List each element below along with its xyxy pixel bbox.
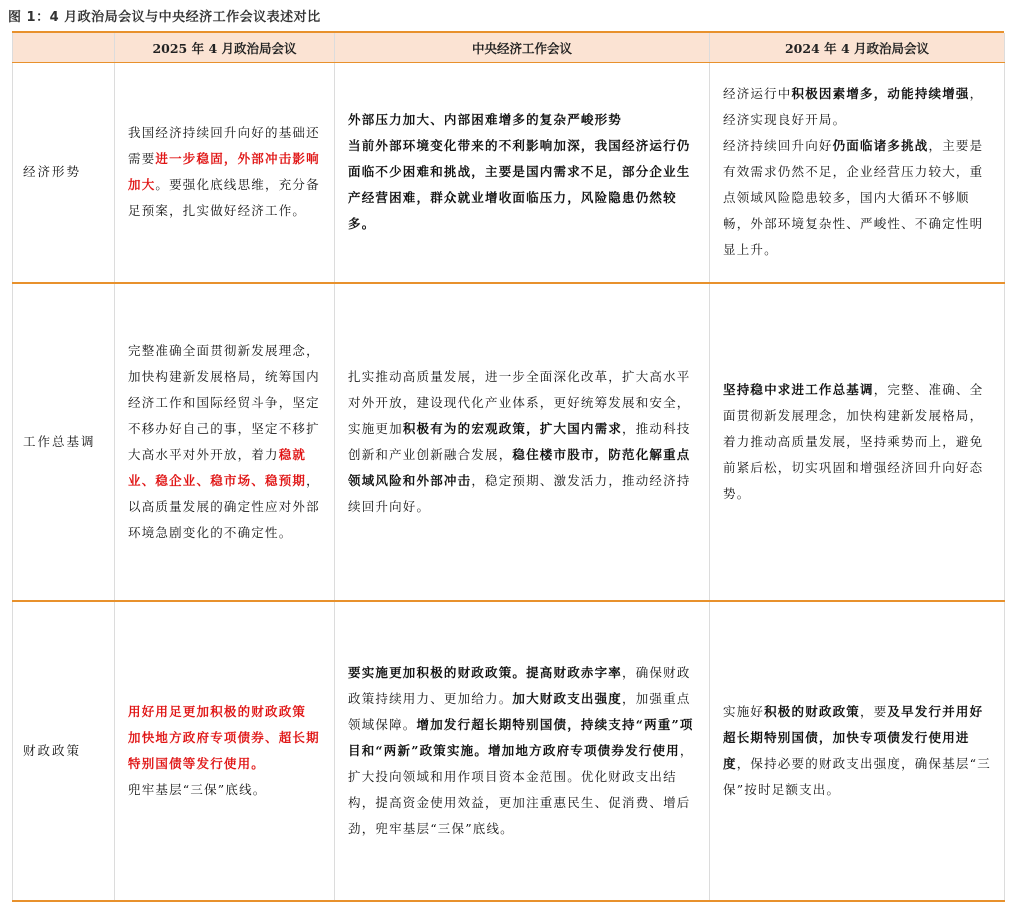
header-2025-april: 2025 年 4 月政治局会议	[115, 33, 335, 63]
text: 完整准确全面贯彻新发展理念，加快构建新发展格局，统筹国内经济工作和国际经贸斗争，坚定不移办好自己的事，坚定不移扩大高水平对外开放，着力	[128, 342, 320, 462]
cell-2024	[710, 283, 1005, 601]
text: 兜牢基层“三保”底线。	[128, 781, 267, 797]
text: ，确保财政政策持续用力、更加给力。	[348, 664, 691, 706]
highlight-red: 加快地方政府专项债券、超长期特别国债等发行使用。	[128, 729, 320, 771]
row-label: 财政政策	[13, 601, 115, 901]
text-bold: 加大财政支出强度	[512, 690, 623, 706]
text: 实施好	[723, 703, 765, 719]
text-bold: 坚持稳中求进工作总基调	[723, 381, 874, 397]
cell-2025	[115, 601, 335, 901]
text: ，完整、准确、全面贯彻新发展理念，加快构建新发展格局，着力推动高质量发展，坚持乘势而上，避免前紧后松，切实巩固和增强经济回升向好态势。	[723, 381, 984, 501]
text-bold: 外部压力加大、内部困难增多的复杂严峻形势	[348, 112, 623, 128]
text-bold: 稳住楼市股市，防范化解重点领域风险和外部冲击	[348, 446, 691, 488]
text: ，加强重点领域保障。	[348, 690, 691, 732]
highlight-red: 稳就业、稳企业、稳市场、稳预期	[128, 446, 307, 488]
text-bold: 当前外部环境变化带来的不利影响加深，我国经济运行仍面临不少困难和挑战，主要是国内需求不足，部分企业生产经营困难，群众就业增收面临压力，风险隐患仍然较多。	[348, 138, 691, 232]
text: 经济持续回升向好	[723, 138, 833, 154]
text: 经济运行中	[723, 86, 792, 102]
text-bold: 积极因素增多，动能持续增强	[791, 86, 970, 102]
text: 我国经济持续回升向好的基础还需要	[128, 125, 320, 167]
text-bold: 及早发行并用好超长期特别国债，加快专项债发行使用进度	[723, 703, 984, 771]
text: 。要强化底线思维，充分备足预案，扎实做好经济工作。	[128, 177, 320, 219]
text: 扎实推动高质量发展，进一步全面深化改革，扩大高水平对外开放，建设现代化产业体系，更好统筹发展和安全，实施更加	[348, 368, 691, 436]
header-central-economic-work: 中央经济工作会议	[335, 33, 710, 63]
text-bold: 增加发行超长期特别国债，持续支持“两重”项目和“两新”政策实施。增加地方政府专项债券发行使用	[348, 716, 694, 758]
cell-2024	[710, 63, 1005, 283]
text: ，主要是有效需求仍然不足，企业经营压力较大，重点领域风险隐患较多，国内大循环不够顺畅，外部环境复杂性、严峻性、不确定性明显上升。	[723, 138, 984, 258]
text: ，经济实现良好开局。	[723, 86, 984, 128]
text: ，要	[860, 703, 888, 719]
cell-2025	[115, 283, 335, 601]
text: ，推动科技创新和产业创新融合发展，	[348, 420, 691, 462]
cell-central	[335, 283, 710, 601]
text-bold: 要实施更加积极的财政政策。提高财政赤字率	[348, 664, 623, 680]
figure-caption: 图 1：4 月政治局会议与中央经济工作会议表述对比	[8, 10, 321, 25]
header-2024-april: 2024 年 4 月政治局会议	[710, 33, 1005, 63]
cell-central	[335, 601, 710, 901]
cell-2025	[115, 63, 335, 283]
table-row	[13, 63, 1005, 283]
text-bold: 积极的财政政策	[764, 703, 861, 719]
text-bold: 仍面临诸多挑战	[832, 138, 929, 154]
header-row	[13, 33, 1005, 63]
highlight-red: 进一步稳固，外部冲击影响加大	[128, 151, 320, 193]
text: ，稳定预期、激发活力，推动经济持续回升向好。	[348, 472, 691, 514]
row-label: 工作总基调	[13, 283, 115, 601]
comparison-table	[12, 33, 1005, 902]
cell-2024	[710, 601, 1005, 901]
text: ，扩大投向领域和用作项目资本金范围。优化财政支出结构，提高资金使用效益，更加注重惠民生、促消费、增后劲，兜牢基层“三保”底线。	[348, 742, 694, 836]
table-row	[13, 601, 1005, 901]
text: ，以高质量发展的确定性应对外部环境急剧变化的不确定性。	[128, 472, 320, 540]
text: ，保持必要的财政支出强度，确保基层“三保”按时足额支出。	[723, 755, 991, 797]
header-empty	[13, 33, 115, 63]
table-row	[13, 283, 1005, 601]
highlight-red: 用好用足更加积极的财政政策	[128, 703, 307, 719]
cell-central	[335, 63, 710, 283]
text-bold: 积极有为的宏观政策，扩大国内需求	[402, 420, 623, 436]
row-label: 经济形势	[13, 63, 115, 283]
